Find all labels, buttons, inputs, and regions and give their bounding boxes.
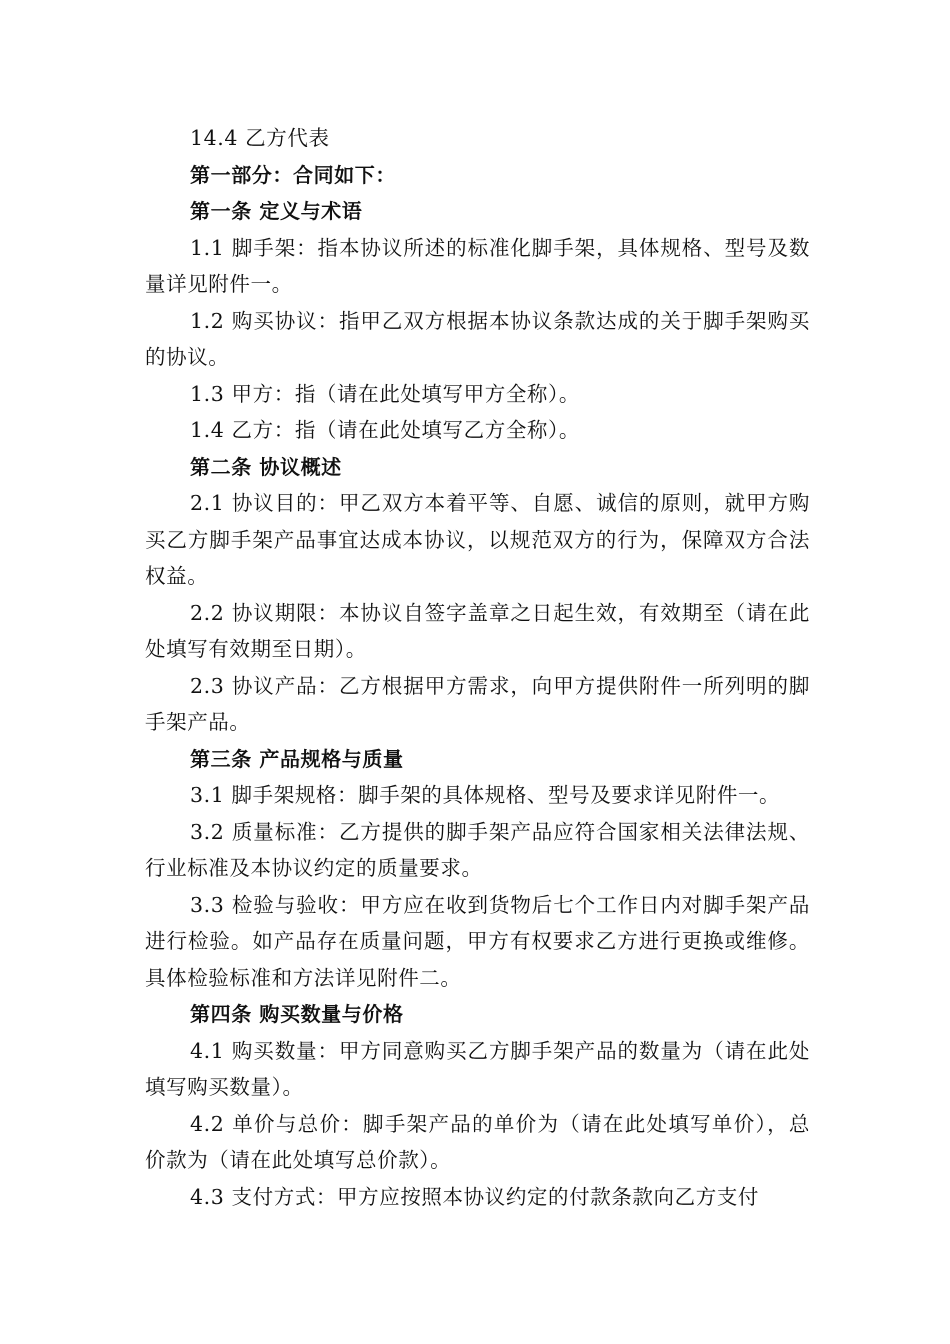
clause-4-3: 4.3 支付方式：甲方应按照本协议约定的付款条款向乙方支付 [190, 1184, 760, 1209]
clause-1-4: 1.4 乙方：指（请在此处填写乙方全称）。 [190, 418, 580, 442]
article-3-heading: 第三条 产品规格与质量 [190, 746, 404, 771]
clause-2-1: 2.1 协议目的：甲乙双方本着平等、自愿、诚信的原则，就甲方购买乙方脚手架产品事宜达成本协议，以规范双方的行为，保障双方合法权益。 [145, 491, 810, 588]
clause-3-2: 3.2 质量标准：乙方提供的脚手架产品应符合国家相关法律法规、行业标准及本协议约定的质量要求。 [145, 819, 810, 880]
clause-1-3: 1.3 甲方：指（请在此处填写甲方全称）。 [190, 381, 580, 406]
clause-4-2: 4.2 单价与总价：脚手架产品的单价为（请在此处填写单价），总价款为（请在此处填写总价款）。 [145, 1111, 810, 1172]
clause-1-1: 1.1 脚手架：指本协议所述的标准化脚手架，具体规格、型号及数量详见附件一。 [145, 235, 810, 296]
part-one-heading: 第一部分：合同如下： [190, 162, 396, 187]
document-body [145, 120, 810, 1215]
clause-3-1: 3.1 脚手架规格：脚手架的具体规格、型号及要求详见附件一。 [190, 783, 781, 807]
clause-2-2: 2.2 协议期限：本协议自签字盖章之日起生效，有效期至（请在此处填写有效期至日期）。 [145, 600, 810, 661]
clause-14-4: 14.4 乙方代表 [190, 126, 330, 150]
clause-4-1: 4.1 购买数量：甲方同意购买乙方脚手架产品的数量为（请在此处填写购买数量）。 [145, 1038, 810, 1099]
article-4-heading: 第四条 购买数量与价格 [190, 1002, 404, 1026]
clause-3-3: 3.3 检验与验收：甲方应在收到货物后七个工作日内对脚手架产品进行检验。如产品存在质量问题，甲方有权要求乙方进行更换或维修。具体检验标准和方法详见附件二。 [145, 892, 810, 990]
article-1-heading: 第一条 定义与术语 [190, 199, 363, 223]
article-2-heading: 第二条 协议概述 [190, 454, 342, 479]
clause-1-2: 1.2 购买协议：指甲乙双方根据本协议条款达成的关于脚手架购买的协议。 [145, 308, 810, 369]
clause-2-3: 2.3 协议产品：乙方根据甲方需求，向甲方提供附件一所列明的脚手架产品。 [145, 673, 810, 734]
